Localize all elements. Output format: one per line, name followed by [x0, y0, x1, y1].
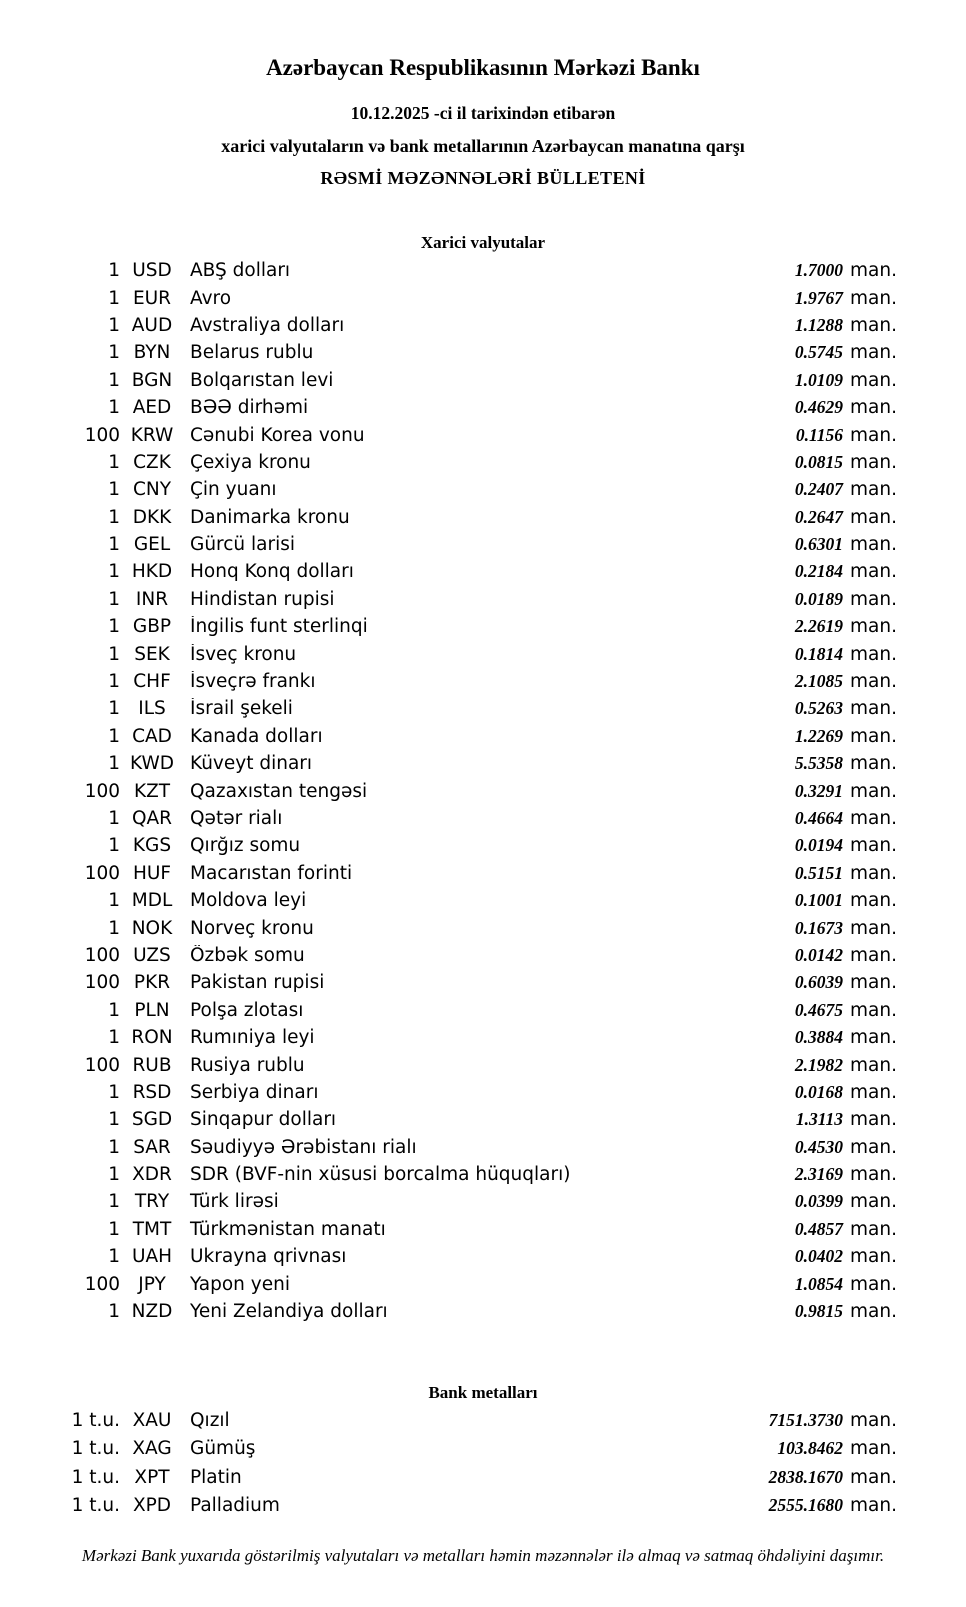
currency-name: Moldova leyi	[190, 890, 307, 912]
currency-rate-value: 0.3884	[794, 1027, 843, 1048]
currency-unit-label: man.	[850, 1246, 897, 1268]
currency-rate-value: 0.4629	[794, 397, 843, 418]
currency-rate-value: 0.1001	[794, 890, 843, 911]
currency-quantity: 1	[108, 287, 120, 309]
currency-quantity: 1	[108, 588, 120, 610]
currency-row	[0, 668, 966, 695]
metal-row	[0, 1463, 966, 1491]
currency-unit-label: man.	[850, 1191, 897, 1213]
currency-quantity: 1	[108, 725, 120, 747]
currency-quantity: 1	[108, 1191, 120, 1213]
currency-quantity: 1	[108, 808, 120, 829]
subtitle-line: xarici valyutaların və bank metallarının Azərbaycan manatına qarşı	[221, 136, 745, 156]
metals-table	[0, 1406, 966, 1520]
currency-row	[0, 1188, 966, 1215]
currency-row	[0, 394, 966, 421]
metal-rate-value: 7151.3730	[768, 1409, 843, 1430]
currencies-table	[0, 257, 966, 1325]
currency-name: Yapon yeni	[190, 1273, 290, 1295]
currency-quantity: 1	[108, 451, 120, 473]
currency-rate-value: 0.9815	[794, 1301, 843, 1322]
metal-name: Qızıl	[190, 1409, 230, 1431]
currency-quantity: 100	[84, 862, 120, 884]
currency-code: RUB	[132, 1054, 172, 1076]
currency-quantity: 1	[108, 1218, 120, 1240]
currency-name: Honq Konq dolları	[190, 561, 354, 583]
currency-code: TMT	[132, 1218, 172, 1240]
metal-code: XAU	[132, 1409, 172, 1431]
currency-unit-label: man.	[850, 725, 897, 747]
currency-code: GEL	[133, 534, 171, 556]
currency-code: AED	[132, 397, 172, 419]
currency-unit-label: man.	[850, 588, 897, 610]
currency-name: İsveç kronu	[190, 643, 297, 665]
currency-row	[0, 860, 966, 887]
currency-unit-label: man.	[850, 972, 897, 994]
currency-row	[0, 367, 966, 394]
currency-name: İsrail şekeli	[190, 698, 293, 720]
currency-unit-label: man.	[850, 1273, 897, 1295]
currency-name: Qırğız somu	[190, 835, 301, 857]
currency-name: Macarıstan forinti	[190, 862, 353, 884]
currency-code: SAR	[133, 1136, 171, 1158]
currency-name: Norveç kronu	[190, 917, 314, 939]
currency-quantity: 1	[108, 671, 120, 693]
currency-unit-label: man.	[850, 1027, 897, 1049]
currency-name: Qətər rialı	[190, 808, 283, 829]
currency-row	[0, 997, 966, 1024]
currency-rate-value: 0.1673	[794, 917, 843, 938]
currency-code: RSD	[132, 1081, 172, 1103]
currency-name: SDR (BVF-nin xüsusi borcalma hüquqları)	[190, 1164, 571, 1186]
currency-row	[0, 449, 966, 476]
currency-unit-label: man.	[850, 917, 897, 939]
currency-code: ILS	[138, 698, 166, 720]
currency-unit-label: man.	[850, 1054, 897, 1076]
currency-rate-value: 0.0142	[794, 944, 843, 965]
currency-quantity: 1	[108, 260, 120, 282]
metal-code: XPD	[132, 1495, 172, 1517]
currency-rate-value: 1.0109	[794, 369, 843, 390]
currency-rate-value: 1.3113	[795, 1109, 843, 1130]
currency-unit-label: man.	[850, 643, 897, 665]
metal-code: XPT	[134, 1466, 170, 1488]
currency-quantity: 1	[108, 369, 120, 391]
currency-rate-value: 2.3169	[794, 1164, 843, 1185]
currency-quantity: 1	[108, 397, 120, 419]
currency-row	[0, 1106, 966, 1133]
currency-unit-label: man.	[850, 808, 897, 829]
currency-code: XDR	[132, 1164, 172, 1186]
currency-quantity: 1	[108, 698, 120, 720]
currency-name: Avstraliya dolları	[190, 314, 345, 336]
currency-rate-value: 0.4530	[794, 1136, 843, 1157]
currency-row	[0, 531, 966, 558]
currency-unit-label: man.	[850, 1136, 897, 1158]
currency-unit-label: man.	[850, 1218, 897, 1240]
currency-quantity: 1	[108, 314, 120, 336]
currency-code: PKR	[133, 972, 171, 994]
currency-rate-value: 0.4857	[794, 1218, 843, 1239]
metal-unit-label: man.	[850, 1495, 897, 1517]
currency-unit-label: man.	[850, 287, 897, 309]
currency-rate-value: 0.5151	[794, 862, 843, 883]
currency-row	[0, 586, 966, 613]
currency-name: Çexiya kronu	[190, 451, 311, 473]
currency-unit-label: man.	[850, 369, 897, 391]
currency-rate-value: 0.2184	[794, 561, 843, 582]
currency-name: İsveçrə frankı	[190, 671, 316, 693]
currency-code: KWD	[129, 753, 174, 775]
currency-row	[0, 257, 966, 284]
currency-quantity: 1	[108, 479, 120, 501]
currency-unit-label: man.	[850, 862, 897, 884]
currency-unit-label: man.	[850, 397, 897, 419]
currency-quantity: 100	[84, 944, 120, 966]
currency-row	[0, 339, 966, 366]
currency-quantity: 1	[108, 1301, 120, 1323]
metal-row	[0, 1406, 966, 1434]
currency-unit-label: man.	[850, 534, 897, 556]
currency-rate-value: 0.5745	[794, 342, 843, 363]
currency-unit-label: man.	[850, 479, 897, 501]
currency-name: Gürcü larisi	[190, 534, 296, 556]
currency-row	[0, 887, 966, 914]
currency-rate-value: 0.5263	[794, 698, 843, 719]
currency-unit-label: man.	[850, 944, 897, 966]
metal-quantity: 1 t.u.	[71, 1438, 120, 1460]
currency-unit-label: man.	[850, 314, 897, 336]
currency-code: AUD	[131, 314, 173, 336]
currency-name: İngilis funt sterlinqi	[190, 616, 368, 638]
currency-row	[0, 832, 966, 859]
currency-code: KZT	[133, 780, 171, 802]
currency-name: Yeni Zelandiya dolları	[190, 1301, 388, 1323]
currency-quantity: 1	[108, 1027, 120, 1049]
currency-code: UAH	[131, 1246, 173, 1268]
currency-unit-label: man.	[850, 424, 897, 446]
currency-unit-label: man.	[850, 890, 897, 912]
currency-rate-value: 2.1085	[794, 671, 843, 692]
metal-row	[0, 1435, 966, 1463]
page-title: Azərbaycan Respublikasının Mərkəzi Bankı	[266, 55, 700, 80]
currency-row	[0, 1134, 966, 1161]
currency-quantity: 1	[108, 753, 120, 775]
currency-code: JPY	[138, 1273, 166, 1295]
currency-name: Ukrayna qrivnası	[190, 1246, 347, 1268]
currency-unit-label: man.	[850, 753, 897, 775]
currency-quantity: 1	[108, 643, 120, 665]
currency-rate-value: 0.0402	[794, 1246, 843, 1267]
currency-row	[0, 1161, 966, 1188]
bulletin-title: RƏSMİ MƏZƏNNƏLƏRİ BÜLLETENİ	[320, 168, 646, 188]
currency-rate-value: 0.3291	[794, 780, 843, 801]
currency-rate-value: 0.0189	[794, 588, 843, 609]
currency-row	[0, 558, 966, 585]
currency-rate-value: 0.4675	[794, 999, 843, 1020]
effective-date-line: 10.12.2025 -ci il tarixindən etibarən	[350, 103, 616, 123]
currency-unit-label: man.	[850, 835, 897, 857]
metal-name: Platin	[190, 1466, 242, 1488]
currency-quantity: 100	[84, 780, 120, 802]
currency-row	[0, 969, 966, 996]
currency-code: RON	[131, 1027, 173, 1049]
currency-name: Qazaxıstan tengəsi	[190, 780, 368, 802]
currency-code: CAD	[132, 725, 172, 747]
currency-row	[0, 476, 966, 503]
currency-name: Sinqapur dolları	[190, 1109, 337, 1131]
currency-name: Danimarka kronu	[190, 506, 350, 528]
currency-unit-label: man.	[850, 780, 897, 802]
currency-name: Özbək somu	[190, 944, 305, 966]
metal-code: XAG	[132, 1438, 172, 1460]
currency-unit-label: man.	[850, 616, 897, 638]
currency-code: QAR	[131, 808, 173, 829]
currency-quantity: 1	[108, 1109, 120, 1131]
currency-unit-label: man.	[850, 506, 897, 528]
currency-rate-value: 2.1982	[794, 1054, 843, 1075]
currency-rate-value: 2.2619	[794, 616, 843, 637]
currency-code: EUR	[132, 287, 172, 309]
metal-unit-label: man.	[850, 1438, 897, 1460]
metal-unit-label: man.	[850, 1466, 897, 1488]
currency-name: BƏƏ dirhəmi	[190, 397, 309, 419]
currency-quantity: 100	[84, 424, 120, 446]
currency-quantity: 1	[108, 890, 120, 912]
currency-row	[0, 1298, 966, 1325]
currency-code: DKK	[132, 506, 172, 528]
currency-unit-label: man.	[850, 561, 897, 583]
currency-rate-value: 0.2407	[794, 479, 843, 500]
currency-code: HKD	[131, 561, 173, 583]
currency-unit-label: man.	[850, 671, 897, 693]
currency-code: BYN	[133, 342, 171, 364]
currency-quantity: 1	[108, 616, 120, 638]
currency-row	[0, 421, 966, 448]
metal-rate-value: 103.8462	[777, 1438, 843, 1459]
currency-name: Səudiyyə Ərəbistanı rialı	[190, 1136, 417, 1158]
currency-row	[0, 777, 966, 804]
currency-quantity: 1	[108, 1246, 120, 1268]
currency-rate-value: 0.6039	[794, 972, 843, 993]
currency-name: Belarus rublu	[190, 342, 314, 364]
currency-rate-value: 1.9767	[794, 287, 843, 308]
currency-code: UZS	[133, 944, 171, 966]
currency-code: SEK	[134, 643, 170, 665]
currency-rate-value: 0.2647	[794, 506, 843, 527]
currency-row	[0, 1216, 966, 1243]
footer-note: Mərkəzi Bank yuxarıda göstərilmiş valyutaları və metalları həmin məzənnələr ilə almaq və satmaq öhdəliyini daşımır.	[81, 1545, 885, 1565]
currency-name: Serbiya dinarı	[190, 1081, 319, 1103]
currency-code: KRW	[130, 424, 174, 446]
metal-quantity: 1 t.u.	[71, 1409, 120, 1431]
currency-name: ABŞ dolları	[190, 260, 291, 282]
currency-code: HUF	[132, 862, 172, 884]
currency-unit-label: man.	[850, 1109, 897, 1131]
currency-rate-value: 0.1156	[795, 424, 843, 445]
currency-quantity: 1	[108, 1164, 120, 1186]
currency-quantity: 1	[108, 1136, 120, 1158]
currency-row	[0, 942, 966, 969]
currency-quantity: 100	[84, 1054, 120, 1076]
metal-rate-value: 2838.1670	[768, 1466, 843, 1487]
currency-code: CHF	[133, 671, 171, 693]
currency-name: Hindistan rupisi	[190, 588, 335, 610]
currency-quantity: 1	[108, 835, 120, 857]
currency-quantity: 1	[108, 917, 120, 939]
currency-rate-value: 0.4664	[794, 808, 843, 828]
metal-rate-value: 2555.1680	[768, 1495, 843, 1516]
currency-row	[0, 695, 966, 722]
currency-row	[0, 1079, 966, 1106]
metal-name: Palladium	[190, 1495, 280, 1517]
currency-quantity: 100	[84, 1273, 120, 1295]
currency-unit-label: man.	[850, 260, 897, 282]
currency-row	[0, 914, 966, 941]
currency-code: GBP	[132, 616, 172, 638]
currency-unit-label: man.	[850, 698, 897, 720]
currency-rate-value: 0.0194	[794, 835, 843, 856]
currency-unit-label: man.	[850, 1164, 897, 1186]
currency-name: Türkmənistan manatı	[190, 1218, 386, 1240]
currency-name: Pakistan rupisi	[190, 972, 325, 994]
currency-rate-value: 0.0168	[794, 1081, 843, 1102]
currency-code: NZD	[131, 1301, 173, 1323]
currency-name: Rumıniya leyi	[190, 1027, 315, 1049]
currency-rate-value: 0.0815	[794, 451, 843, 472]
currency-code: CNY	[132, 479, 172, 501]
currency-row	[0, 1270, 966, 1297]
currency-code: KGS	[132, 835, 172, 857]
currency-row	[0, 805, 966, 832]
currency-quantity: 100	[84, 972, 120, 994]
currency-name: Avro	[190, 287, 232, 309]
currency-rate-value: 0.0399	[794, 1191, 843, 1212]
metal-name: Gümüş	[190, 1438, 256, 1460]
currency-unit-label: man.	[850, 451, 897, 473]
currency-code: MDL	[131, 890, 173, 912]
currency-code: NOK	[131, 917, 173, 939]
currency-rate-value: 1.7000	[794, 260, 843, 281]
currency-row	[0, 750, 966, 777]
currency-unit-label: man.	[850, 342, 897, 364]
currency-quantity: 1	[108, 342, 120, 364]
currency-name: Küveyt dinarı	[190, 753, 313, 775]
metal-unit-label: man.	[850, 1409, 897, 1431]
currency-rate-value: 1.1288	[794, 314, 843, 335]
currency-unit-label: man.	[850, 1301, 897, 1323]
currency-code: INR	[135, 588, 169, 610]
currencies-section-title: Xarici valyutalar	[420, 233, 546, 252]
currency-rate-value: 0.6301	[794, 534, 843, 555]
metal-quantity: 1 t.u.	[71, 1495, 120, 1517]
currency-rate-value: 0.1814	[794, 643, 843, 664]
currency-code: PLN	[134, 999, 170, 1021]
currency-name: Çin yuanı	[190, 479, 277, 501]
currency-quantity: 1	[108, 506, 120, 528]
currency-name: Türk lirəsi	[190, 1191, 279, 1213]
currency-name: Polşa zlotası	[190, 999, 304, 1021]
metal-row	[0, 1491, 966, 1519]
currency-row	[0, 284, 966, 311]
currency-quantity: 1	[108, 561, 120, 583]
currency-code: CZK	[133, 451, 171, 473]
currency-row	[0, 723, 966, 750]
currency-quantity: 1	[108, 1081, 120, 1103]
currency-row	[0, 1024, 966, 1051]
currency-code: TRY	[134, 1191, 170, 1213]
metals-section-title: Bank metalları	[428, 1383, 538, 1403]
currency-name: Kanada dolları	[190, 725, 323, 747]
currency-row	[0, 312, 966, 339]
currency-row	[0, 640, 966, 667]
currency-name: Rusiya rublu	[190, 1054, 305, 1076]
currency-code: BGN	[131, 369, 173, 391]
currency-row	[0, 1243, 966, 1270]
currency-row	[0, 613, 966, 640]
metal-quantity: 1 t.u.	[71, 1466, 120, 1488]
currency-quantity: 1	[108, 999, 120, 1021]
currency-code: SGD	[131, 1109, 173, 1131]
currency-unit-label: man.	[850, 1081, 897, 1103]
currency-code: USD	[132, 260, 172, 282]
currency-unit-label: man.	[850, 999, 897, 1021]
currency-name: Bolqarıstan levi	[190, 369, 334, 391]
currency-rate-value: 5.5358	[794, 753, 843, 774]
currency-rate-value: 1.2269	[794, 725, 843, 746]
currency-row	[0, 1051, 966, 1078]
currency-rate-value: 1.0854	[794, 1273, 843, 1294]
currency-row	[0, 504, 966, 531]
currency-name: Cənubi Korea vonu	[190, 424, 365, 446]
currency-quantity: 1	[108, 534, 120, 556]
